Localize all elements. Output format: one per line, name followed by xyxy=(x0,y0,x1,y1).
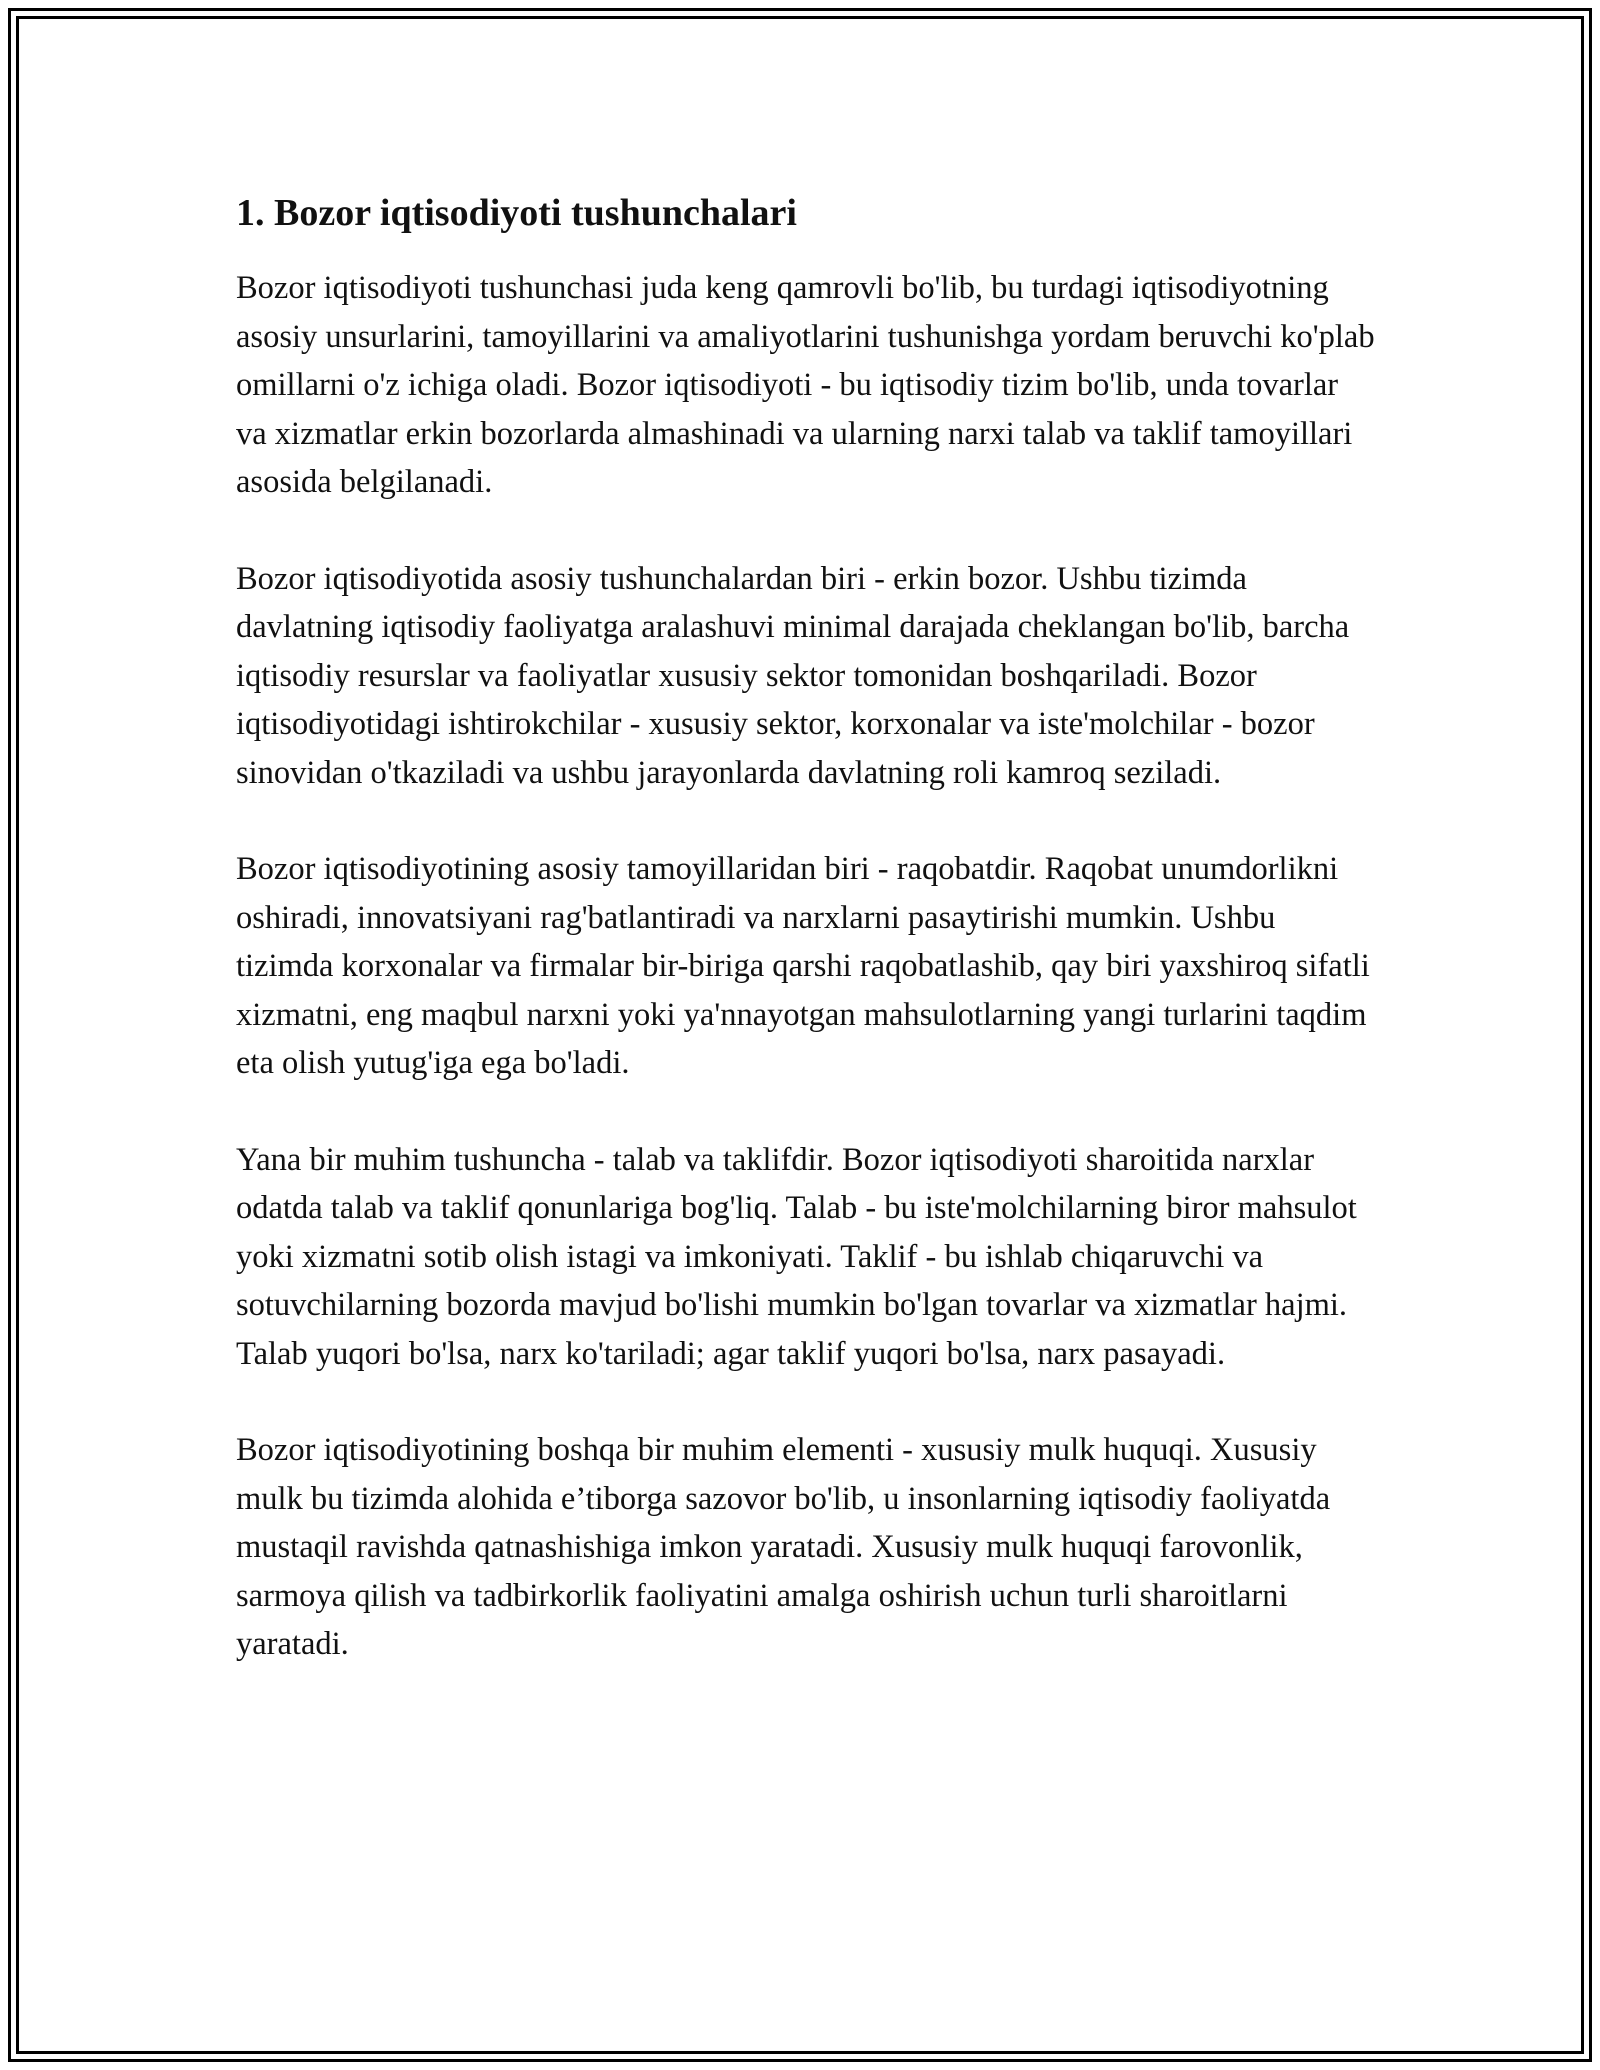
paragraph: Yana bir muhim tushuncha - talab va taklifdir. Bozor iqtisodiyoti sharoitida narxlar odatda talab va taklif qonunlariga bog'liq. Talab - bu iste'molchilarning biror mahsulot yoki xizmatni sotib olish istagi va imkoniyati. Taklif - bu ishlab chiqaruvchi va sotuvchilarning bozorda mavjud bo'lishi mumkin bo'lgan tovarlar va xizmatlar hajmi. Talab yuqori bo'lsa, narx ko'tariladi; agar taklif yuqori bo'lsa, narx pasayadi. xyxy=(236,1141,1357,1372)
document-body xyxy=(236,188,1376,1717)
paragraph: Bozor iqtisodiyoti tushunchasi juda keng qamrovli bo'lib, bu turdagi iqtisodiyotning asosiy unsurlarini, tamoyillarini va amaliyotlarini tushunishga yordam beruvchi ko'plab omillarni o'z ichiga oladi. Bozor iqtisodiyoti - bu iqtisodiy tizim bo'lib, unda tovarlar va xizmatlar erkin bozorlarda almashinadi va ularning narxi talab va taklif tamoyillari asosida belgilanadi. xyxy=(236,270,1375,500)
paragraph: Bozor iqtisodiyotining asosiy tamoyillaridan biri - raqobatdir. Raqobat unumdorlikni oshiradi, innovatsiyani rag'batlantiradi va narxlarni pasaytirishi mumkin. Ushbu tizimda korxonalar va firmalar bir-biriga qarshi raqobatlashib, qay biri yaxshiroq sifatli xizmatni, eng maqbul narxni yoki ya'nnayotgan mahsulotlarning yangi turlarini taqdim eta olish yutug'iga ega bo'ladi. xyxy=(236,851,1370,1081)
paragraph: Bozor iqtisodiyotining boshqa bir muhim elementi - xususiy mulk huquqi. Xususiy mulk bu tizimda alohida e’tiborga sazovor bo'lib, u insonlarning iqtisodiy faoliyatda mustaqil ravishda qatnashishiga imkon yaratadi. Xususiy mulk huquqi farovonlik, sarmoya qilish va tadbirkorlik faoliyatini amalga oshirish uchun turli sharoitlarni yaratadi. xyxy=(236,1432,1331,1662)
paragraph: Bozor iqtisodiyotida asosiy tushunchalardan biri - erkin bozor. Ushbu tizimda davlatning iqtisodiy faoliyatga aralashuvi minimal darajada cheklangan bo'lib, barcha iqtisodiy resurslar va faoliyatlar xususiy sektor tomonidan boshqariladi. Bozor iqtisodiyotidagi ishtirokchilar - xususiy sektor, korxonalar va iste'molchilar - bozor sinovidan o'tkaziladi va ushbu jarayonlarda davlatning roli kamroq seziladi. xyxy=(236,560,1350,791)
section-heading: 1. Bozor iqtisodiyoti tushunchalari xyxy=(236,192,797,234)
